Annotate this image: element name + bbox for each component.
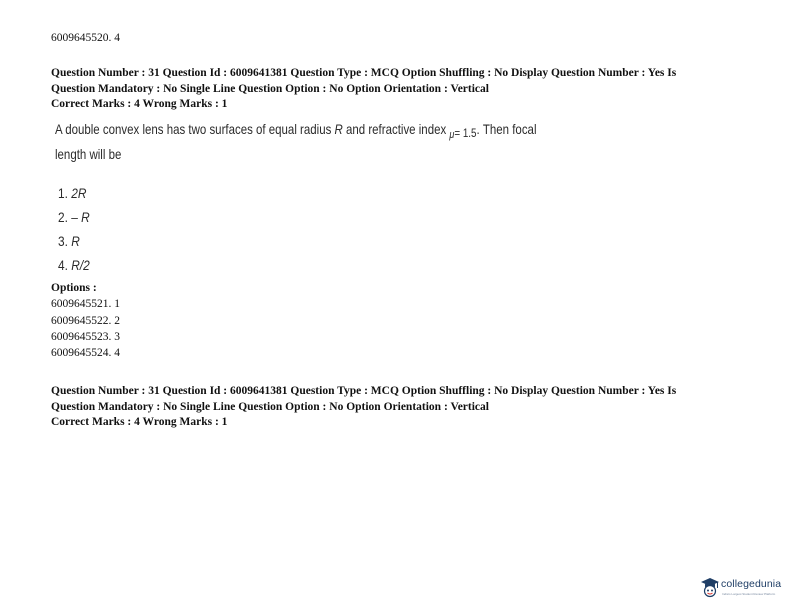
meta-line: Question Number : 31 Question Id : 6009641381 Question Type : MCQ Option Shuffling : No Display Question Number : Yes Is <box>51 67 677 79</box>
choice-number: 1. <box>58 185 68 201</box>
options-heading: Options : <box>51 282 97 294</box>
marks-line: Correct Marks : 4 Wrong Marks : 1 <box>51 416 228 428</box>
mu-value: = 1.5 <box>454 126 477 140</box>
question-text-part: and refractive index <box>346 121 447 137</box>
choice-number: 3. <box>58 233 68 249</box>
choice-item <box>58 209 90 225</box>
choice-item <box>58 185 86 201</box>
question-text <box>55 121 537 141</box>
option-id: 6009645521. 1 <box>51 298 120 310</box>
meta-line: Question Mandatory : No Single Line Question Option : No Option Orientation : Vertical <box>51 400 489 413</box>
question-text-part: . Then focal <box>476 121 537 137</box>
mu-symbol: μ <box>449 129 455 141</box>
choice-item <box>58 233 80 249</box>
choice-item <box>58 257 90 273</box>
choice-value: 2R <box>71 185 87 201</box>
choice-value: R/2 <box>71 257 90 273</box>
meta-line: Question Number : 31 Question Id : 6009641381 Question Type : MCQ Option Shuffling : No Display Question Number : Yes Is <box>51 385 677 397</box>
marks-line: Correct Marks : 4 Wrong Marks : 1 <box>51 98 228 110</box>
option-id: 6009645522. 2 <box>51 315 120 327</box>
choice-number: 2. <box>58 209 68 225</box>
choice-number: 4. <box>58 257 68 273</box>
choice-value: R <box>71 233 80 249</box>
choice-value: – R <box>71 209 90 225</box>
graduation-cap-icon <box>700 576 720 598</box>
logo-tagline: India's Largest Student Review Platform <box>722 592 776 596</box>
option-id: 6009645524. 4 <box>51 347 120 359</box>
question-meta-top <box>51 66 741 113</box>
collegedunia-logo <box>700 576 788 602</box>
radius-symbol: R <box>334 121 343 137</box>
question-text-part: A double convex lens has two surfaces of equal radius <box>55 121 332 137</box>
question-text-line2: length will be <box>55 146 122 162</box>
question-meta-bottom <box>51 384 741 431</box>
meta-line: Question Mandatory : No Single Line Question Option : No Option Orientation : Vertical <box>51 82 489 95</box>
logo-name: collegedunia <box>721 578 782 590</box>
header-option-id: 6009645520. 4 <box>51 32 120 44</box>
option-id: 6009645523. 3 <box>51 331 120 343</box>
